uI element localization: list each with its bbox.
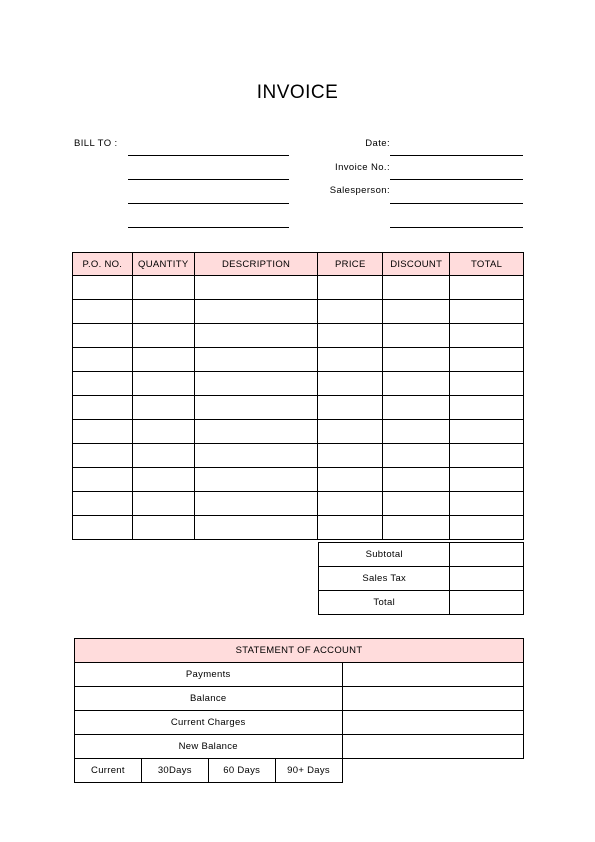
table-cell[interactable] xyxy=(73,420,133,444)
current-charges-label: Current Charges xyxy=(75,711,343,735)
header-description: DESCRIPTION xyxy=(194,253,318,276)
bill-to-line-3[interactable] xyxy=(128,203,289,204)
table-cell[interactable] xyxy=(383,444,450,468)
table-cell[interactable] xyxy=(73,276,133,300)
bill-to-label: BILL TO : xyxy=(74,138,118,149)
table-row xyxy=(73,396,524,420)
table-cell[interactable] xyxy=(318,396,383,420)
date-field[interactable] xyxy=(390,155,523,156)
table-cell[interactable] xyxy=(132,444,194,468)
table-cell[interactable] xyxy=(383,396,450,420)
bill-to-line-4[interactable] xyxy=(128,227,289,228)
new-balance-label: New Balance xyxy=(75,735,343,759)
table-cell[interactable] xyxy=(73,324,133,348)
table-row xyxy=(73,420,524,444)
aging-blank xyxy=(342,759,524,783)
table-cell[interactable] xyxy=(318,348,383,372)
payments-value-cell[interactable] xyxy=(342,663,524,687)
aging-current: Current xyxy=(75,759,142,783)
table-cell[interactable] xyxy=(383,420,450,444)
table-cell[interactable] xyxy=(383,324,450,348)
items-body xyxy=(73,276,524,540)
table-row xyxy=(73,372,524,396)
table-cell[interactable] xyxy=(73,492,133,516)
aging-30-days: 30Days xyxy=(141,759,208,783)
table-cell[interactable] xyxy=(450,444,524,468)
table-row xyxy=(73,492,524,516)
table-cell[interactable] xyxy=(318,516,383,540)
balance-value-cell[interactable] xyxy=(342,687,524,711)
table-cell[interactable] xyxy=(318,420,383,444)
table-cell[interactable] xyxy=(383,276,450,300)
table-cell[interactable] xyxy=(318,444,383,468)
table-cell[interactable] xyxy=(450,324,524,348)
bill-to-line-1[interactable] xyxy=(128,155,289,156)
header-po-no: P.O. NO. xyxy=(73,253,133,276)
table-cell[interactable] xyxy=(318,492,383,516)
header-quantity: QUANTITY xyxy=(132,253,194,276)
table-cell[interactable] xyxy=(73,468,133,492)
table-cell[interactable] xyxy=(132,348,194,372)
items-header-row xyxy=(73,253,524,276)
sales-tax-row xyxy=(319,567,524,591)
table-cell[interactable] xyxy=(383,492,450,516)
table-cell[interactable] xyxy=(194,444,318,468)
table-cell[interactable] xyxy=(318,468,383,492)
table-row xyxy=(73,348,524,372)
invoice-title: INVOICE xyxy=(256,82,339,103)
salesperson-label: Salesperson: xyxy=(329,185,390,196)
table-cell[interactable] xyxy=(132,468,194,492)
sales-tax-label: Sales Tax xyxy=(319,567,450,591)
bill-to-line-2[interactable] xyxy=(128,179,289,180)
table-cell[interactable] xyxy=(132,276,194,300)
table-cell[interactable] xyxy=(194,492,318,516)
table-cell[interactable] xyxy=(450,300,524,324)
table-row xyxy=(73,276,524,300)
payments-label: Payments xyxy=(75,663,343,687)
table-cell[interactable] xyxy=(194,276,318,300)
table-cell[interactable] xyxy=(132,396,194,420)
table-cell[interactable] xyxy=(194,372,318,396)
table-cell[interactable] xyxy=(383,372,450,396)
new-balance-value-cell[interactable] xyxy=(342,735,524,759)
totals-table xyxy=(318,542,524,615)
sales-tax-value-cell[interactable] xyxy=(450,567,524,591)
table-row xyxy=(73,300,524,324)
aging-row xyxy=(75,759,524,783)
statement-row xyxy=(75,735,524,759)
table-cell[interactable] xyxy=(318,276,383,300)
table-row xyxy=(73,468,524,492)
table-cell[interactable] xyxy=(73,516,133,540)
total-label: Total xyxy=(319,591,450,615)
statement-header-row xyxy=(75,639,524,663)
table-cell[interactable] xyxy=(132,516,194,540)
current-charges-value-cell[interactable] xyxy=(342,711,524,735)
header-price: PRICE xyxy=(318,253,383,276)
table-cell[interactable] xyxy=(450,396,524,420)
table-cell[interactable] xyxy=(73,372,133,396)
table-cell[interactable] xyxy=(318,300,383,324)
aging-60-days: 60 Days xyxy=(208,759,275,783)
table-cell[interactable] xyxy=(132,324,194,348)
statement-row xyxy=(75,711,524,735)
invoice-no-label: Invoice No.: xyxy=(335,162,390,173)
statement-row xyxy=(75,687,524,711)
table-cell[interactable] xyxy=(194,468,318,492)
table-cell[interactable] xyxy=(383,348,450,372)
table-cell[interactable] xyxy=(318,324,383,348)
table-row xyxy=(73,444,524,468)
header-total: TOTAL xyxy=(450,253,524,276)
table-cell[interactable] xyxy=(132,420,194,444)
table-cell[interactable] xyxy=(73,348,133,372)
table-cell[interactable] xyxy=(132,372,194,396)
table-cell[interactable] xyxy=(450,276,524,300)
table-cell[interactable] xyxy=(383,468,450,492)
statement-table xyxy=(74,638,524,783)
aging-90-plus-days: 90+ Days xyxy=(275,759,342,783)
items-table xyxy=(72,252,524,540)
table-cell[interactable] xyxy=(450,468,524,492)
table-cell[interactable] xyxy=(450,492,524,516)
table-cell[interactable] xyxy=(132,300,194,324)
table-cell[interactable] xyxy=(194,516,318,540)
statement-title: STATEMENT OF ACCOUNT xyxy=(75,639,524,663)
table-cell[interactable] xyxy=(194,324,318,348)
table-cell[interactable] xyxy=(194,300,318,324)
subtotal-row xyxy=(319,543,524,567)
table-cell[interactable] xyxy=(383,300,450,324)
table-cell[interactable] xyxy=(450,348,524,372)
table-cell[interactable] xyxy=(450,372,524,396)
table-cell[interactable] xyxy=(73,396,133,420)
balance-label: Balance xyxy=(75,687,343,711)
table-row xyxy=(73,324,524,348)
date-label: Date: xyxy=(365,138,390,149)
table-cell[interactable] xyxy=(194,348,318,372)
salesperson-field[interactable] xyxy=(390,203,523,204)
table-cell[interactable] xyxy=(73,300,133,324)
header-discount: DISCOUNT xyxy=(383,253,450,276)
subtotal-value-cell[interactable] xyxy=(450,543,524,567)
table-row xyxy=(73,516,524,540)
subtotal-label: Subtotal xyxy=(319,543,450,567)
table-cell[interactable] xyxy=(383,516,450,540)
total-value-cell[interactable] xyxy=(450,591,524,615)
table-cell[interactable] xyxy=(194,420,318,444)
total-row xyxy=(319,591,524,615)
invoice-no-field[interactable] xyxy=(390,179,523,180)
statement-row xyxy=(75,663,524,687)
table-cell[interactable] xyxy=(132,492,194,516)
extra-field[interactable] xyxy=(390,227,523,228)
table-cell[interactable] xyxy=(450,420,524,444)
table-cell[interactable] xyxy=(318,372,383,396)
table-cell[interactable] xyxy=(450,516,524,540)
table-cell[interactable] xyxy=(194,396,318,420)
table-cell[interactable] xyxy=(73,444,133,468)
